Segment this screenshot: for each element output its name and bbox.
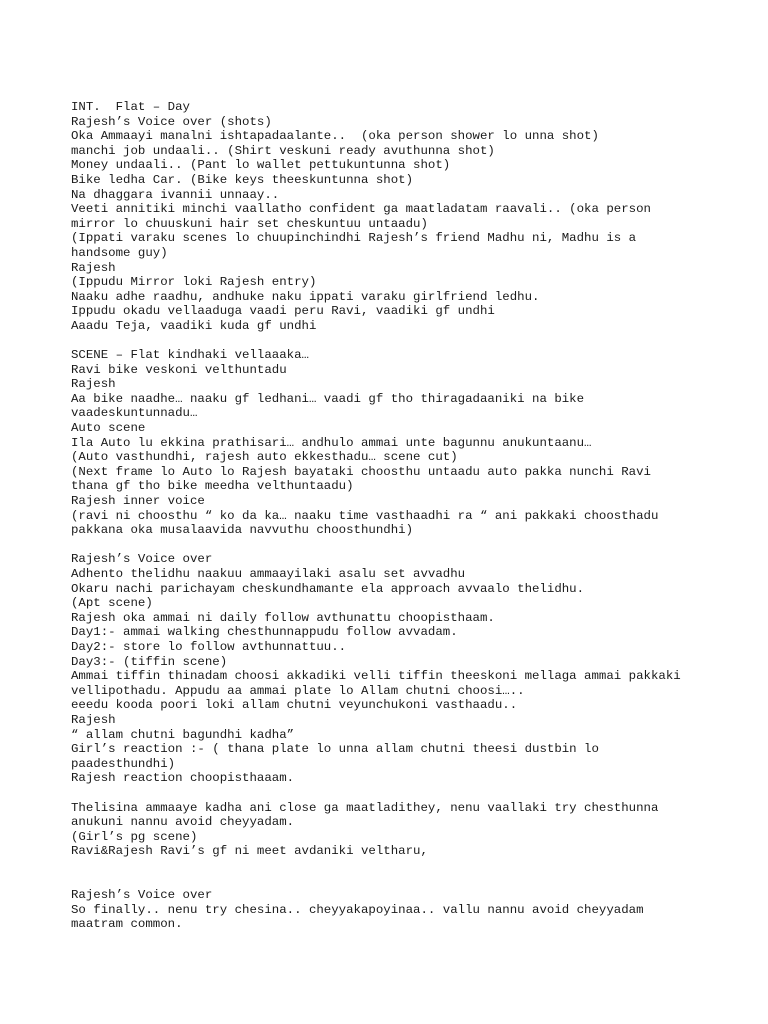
text-line: (Next frame lo Auto lo Rajesh bayataki choosthu untaadu auto pakka nunchi Ravi — [71, 464, 651, 479]
text-line: Rajesh’s Voice over — [71, 552, 213, 567]
text-line: “ allam chutni bagundhi kadha” — [71, 727, 295, 742]
text-line: Rajesh inner voice — [71, 494, 205, 509]
text-line: vellipothadu. Appudu aa ammai plate lo Allam chutni choosi….. — [71, 683, 525, 698]
scene-block — [71, 348, 711, 538]
script-page — [71, 100, 711, 932]
blank-line — [71, 859, 711, 888]
text-line: Day3:- (tiffin scene) — [71, 654, 228, 669]
text-line: handsome guy) — [71, 245, 168, 260]
text-line: Bike ledha Car. (Bike keys theeskuntunna shot) — [71, 172, 414, 187]
text-line: (Apt scene) — [71, 596, 153, 611]
scene-block — [71, 100, 711, 334]
text-line: So finally.. nenu try chesina.. cheyyakapoyinaa.. vallu nannu avoid cheyyadam — [71, 902, 644, 917]
text-line: Girl’s reaction :- ( thana plate lo unna allam chutni theesi dustbin lo — [71, 742, 599, 757]
text-line: Rajesh — [71, 712, 116, 727]
scene-block — [71, 801, 711, 859]
text-line: pakkana oka musalaavida navvuthu choosthundhi) — [71, 523, 414, 538]
text-line: INT. Flat – Day — [71, 100, 190, 114]
text-line: Rajesh — [71, 377, 116, 392]
text-line: (ravi ni choosthu “ ko da ka… naaku time vasthaadhi ra “ ani pakkaki choosthadu — [71, 508, 659, 523]
text-line: paadesthundhi) — [71, 756, 176, 771]
text-line: vaadeskuntunnadu… — [71, 406, 198, 421]
text-line: Auto scene — [71, 421, 146, 436]
text-line: Naaku adhe raadhu, andhuke naku ippati varaku girlfriend ledhu. — [71, 289, 540, 304]
text-line: Veeti annitiki minchi vaallatho confident ga maatladatam raavali.. (oka person — [71, 202, 651, 217]
text-line: Money undaali.. (Pant lo wallet pettukuntunna shot) — [71, 158, 451, 173]
text-line: (Girl’s pg scene) — [71, 829, 198, 844]
text-line: Adhento thelidhu naakuu ammaayilaki asalu set avvadhu — [71, 567, 466, 581]
text-line: Aaadu Teja, vaadiki kuda gf undhi — [71, 318, 317, 333]
text-line: SCENE – Flat kindhaki vellaaaka… — [71, 348, 309, 363]
text-line: Ravi&Rajesh Ravi’s gf ni meet avdaniki veltharu, — [71, 844, 428, 859]
text-line: Rajesh oka ammai ni daily follow avthunattu choopisthaam. — [71, 610, 495, 625]
text-line: eeedu kooda poori loki allam chutni veyunchukoni vasthaadu.. — [71, 698, 518, 713]
text-line: Rajesh reaction choopisthaaam. — [71, 771, 295, 786]
scene-block — [71, 552, 711, 786]
blank-line — [71, 786, 711, 801]
text-line: Ippudu okadu vellaaduga vaadi peru Ravi, vaadiki gf undhi — [71, 304, 495, 319]
text-line: Rajesh’s Voice over (shots) — [71, 114, 272, 129]
text-line: Rajesh — [71, 260, 116, 275]
text-line: Oka Ammaayi manalni ishtapadaalante.. (oka person shower lo unna shot) — [71, 129, 599, 144]
text-line: (Ippati varaku scenes lo chuupinchindhi Rajesh’s friend Madhu ni, Madhu is a — [71, 231, 637, 246]
blank-line — [71, 334, 711, 349]
text-line: anukuni nannu avoid cheyyadam. — [71, 815, 295, 830]
text-line: Na dhaggara ivannii unnaay.. — [71, 187, 280, 202]
text-line: Ammai tiffin thinadam choosi akkadiki velli tiffin theeskoni mellaga ammai pakkaki — [71, 669, 681, 684]
scene-block — [71, 888, 711, 932]
text-line: (Auto vasthundhi, rajesh auto ekkesthadu… scene cut) — [71, 450, 458, 465]
text-line: Rajesh’s Voice over — [71, 888, 213, 903]
text-line: Ravi bike veskoni velthuntadu — [71, 362, 287, 377]
text-line: Day1:- ammai walking chesthunnappudu follow avvadam. — [71, 625, 458, 640]
text-line: Okaru nachi parichayam cheskundhamante ela approach avvaalo thelidhu. — [71, 581, 585, 596]
text-line: Ila Auto lu ekkina prathisari… andhulo ammai unte bagunnu anukuntaanu… — [71, 435, 592, 450]
text-line: Aa bike naadhe… naaku gf ledhani… vaadi gf tho thiragadaaniki na bike — [71, 391, 585, 406]
text-line: Thelisina ammaaye kadha ani close ga maatladithey, nenu vaallaki try chesthunna — [71, 800, 659, 815]
text-line: maatram common. — [71, 917, 183, 932]
blank-line — [71, 538, 711, 553]
text-line: thana gf tho bike meedha velthuntaadu) — [71, 479, 354, 494]
text-line: mirror lo chuuskuni hair set cheskuntuu untaadu) — [71, 216, 428, 231]
text-line: Day2:- store lo follow avthunnattuu.. — [71, 639, 347, 654]
text-line: (Ippudu Mirror loki Rajesh entry) — [71, 275, 317, 290]
text-line: manchi job undaali.. (Shirt veskuni ready avuthunna shot) — [71, 143, 495, 158]
